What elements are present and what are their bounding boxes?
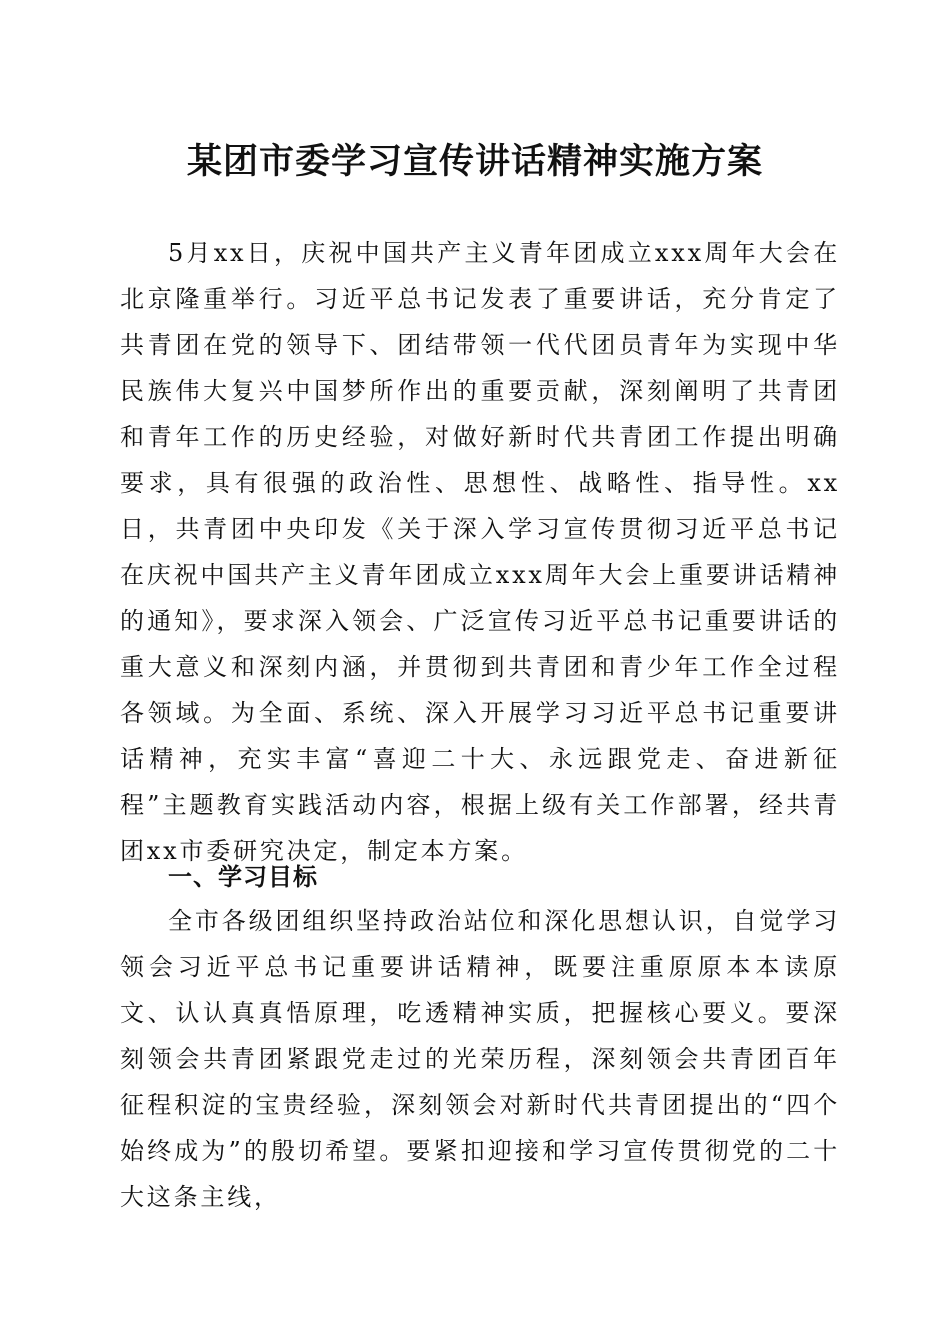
learning-goals-paragraph: 全市各级团组织坚持政治站位和深化思想认识，自觉学习领会习近平总书记重要讲话精神，既要注重原原本本读原文、认认真真悟原理，吃透精神实质，把握核心要义。要深刻领会共青团紧跟党走过的光荣历程，深刻领会共青团百年征程积淀的宝贵经验，深刻领会对新时代共青团提出的“四个始终成为”的殷切希望。要紧扣迎接和学习宣传贯彻党的二十大这条主线， bbox=[120, 907, 840, 1211]
section-heading-learning-goals: 一、学习目标 bbox=[168, 863, 318, 891]
document-title: 某团市委学习宣传讲话精神实施方案 bbox=[186, 141, 763, 182]
intro-paragraph: 5月xx日，庆祝中国共产主义青年团成立xxx周年大会在北京隆重举行。习近平总书记发表了重要讲话，充分肯定了共青团在党的领导下、团结带领一代代团员青年为实现中华民族伟大复兴中国梦所作出的重要贡献，深刻阐明了共青团和青年工作的历史经验，对做好新时代共青团工作提出明确要求，具有很强的政治性、思想性、战略性、指导性。xx日，共青团中央印发《关于深入学习宣传贯彻习近平总书记在庆祝中国共产主义青年团成立xxx周年大会上重要讲话精神的通知》，要求深入领会、广泛宣传习近平总书记重要讲话的重大意义和深刻内涵，并贯彻到共青团和青少年工作全过程各领域。为全面、系统、深入开展学习习近平总书记重要讲话精神，充实丰富“喜迎二十大、永远跟党走、奋进新征程”主题教育实践活动内容，根据上级有关工作部署，经共青团xx市委研究决定，制定本方案。 bbox=[120, 239, 840, 865]
